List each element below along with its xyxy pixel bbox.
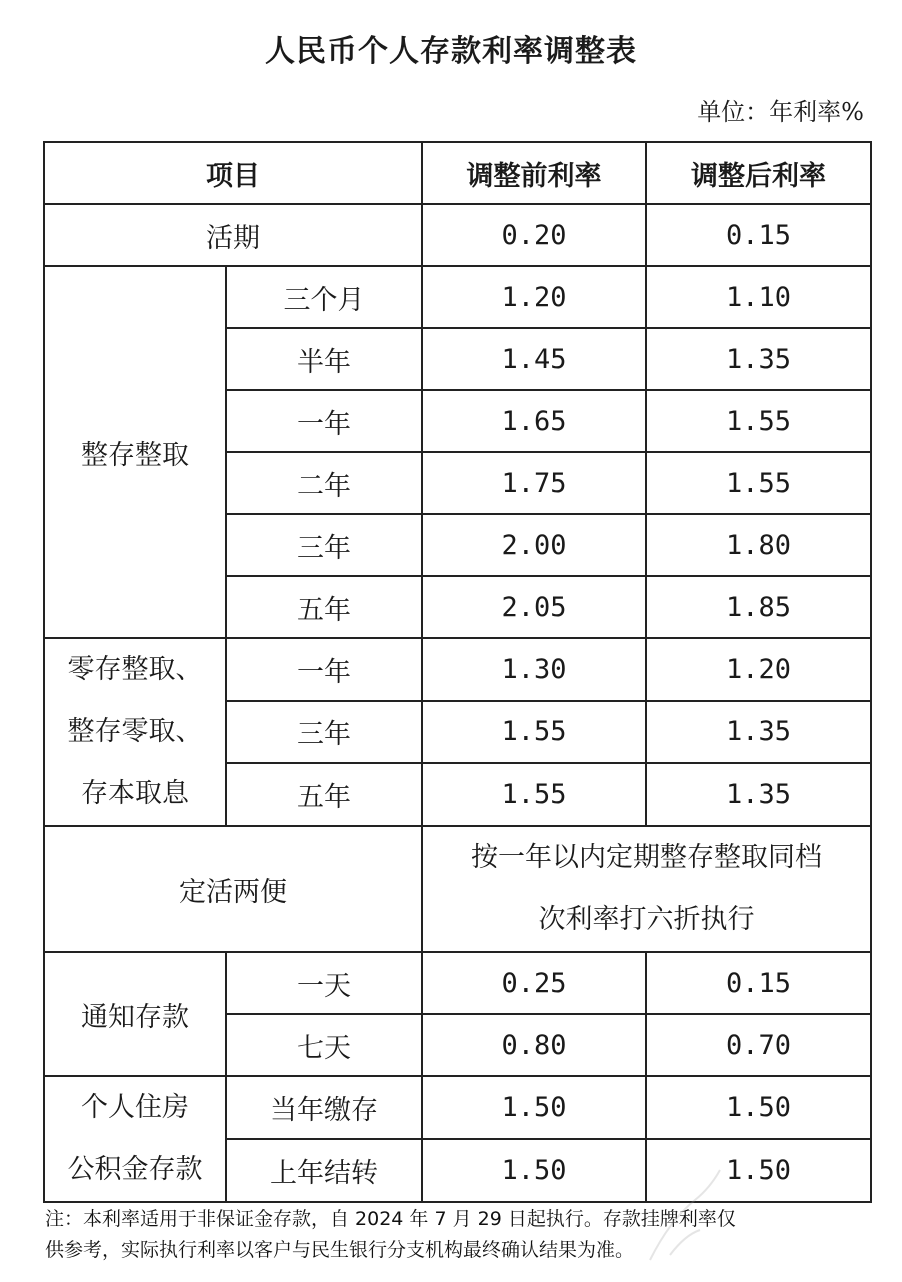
rate-after: 0.15	[646, 952, 871, 1014]
term-cell: 一天	[226, 952, 422, 1014]
rate-before: 1.75	[422, 452, 646, 514]
term-cell: 三个月	[226, 266, 422, 328]
rate-after: 1.55	[646, 390, 871, 452]
unit-label: 单位：年利率%	[697, 98, 864, 126]
rate-before: 1.55	[422, 701, 646, 764]
rate-before: 0.25	[422, 952, 646, 1014]
footnote	[45, 1204, 875, 1266]
term-cell: 一年	[226, 638, 422, 701]
housing-label-line: 个人住房	[81, 1092, 189, 1123]
flexible-note	[422, 826, 871, 952]
rate-after: 1.20	[646, 638, 871, 701]
rate-before: 0.20	[422, 204, 646, 266]
rate-before: 1.55	[422, 763, 646, 826]
table-row	[44, 204, 871, 266]
rate-after: 1.55	[646, 452, 871, 514]
header-after: 调整后利率	[646, 142, 871, 204]
term-cell: 二年	[226, 452, 422, 514]
term-cell: 三年	[226, 514, 422, 576]
rate-before: 1.65	[422, 390, 646, 452]
rate-before: 2.05	[422, 576, 646, 638]
term-cell: 当年缴存	[226, 1076, 422, 1139]
table-row	[44, 952, 871, 1014]
rate-before: 1.20	[422, 266, 646, 328]
term-cell: 七天	[226, 1014, 422, 1076]
flexible-note-line: 次利率打六折执行	[538, 904, 755, 935]
rate-after: 0.15	[646, 204, 871, 266]
installment-label-line: 零存整取、	[67, 654, 203, 685]
housing-label	[44, 1076, 226, 1202]
header-before: 调整前利率	[422, 142, 646, 204]
installment-label	[44, 638, 226, 826]
rate-after: 1.50	[646, 1076, 871, 1139]
footnote-line: 供参考，实际执行利率以客户与民生银行分支机构最终确认结果为准。	[45, 1239, 635, 1261]
term-cell: 上年结转	[226, 1139, 422, 1202]
page-title: 人民币个人存款利率调整表	[265, 34, 637, 69]
term-cell: 一年	[226, 390, 422, 452]
watermark-graphic	[640, 1160, 730, 1270]
rate-after: 1.35	[646, 701, 871, 764]
table-row	[44, 826, 871, 952]
flexible-note-line: 按一年以内定期整存整取同档	[471, 842, 822, 873]
rate-table	[43, 141, 872, 1203]
rate-after: 1.10	[646, 266, 871, 328]
rate-after: 1.85	[646, 576, 871, 638]
table-row	[44, 266, 871, 328]
rate-before: 1.45	[422, 328, 646, 390]
housing-label-line: 公积金存款	[67, 1154, 203, 1185]
lump-sum-label: 整存整取	[44, 266, 226, 638]
rate-before: 1.50	[422, 1139, 646, 1202]
rate-before: 1.50	[422, 1076, 646, 1139]
rate-before: 1.30	[422, 638, 646, 701]
installment-label-line: 整存零取、	[67, 716, 203, 747]
rate-before: 2.00	[422, 514, 646, 576]
rate-after: 1.35	[646, 763, 871, 826]
rate-after: 0.70	[646, 1014, 871, 1076]
notice-label: 通知存款	[44, 952, 226, 1076]
rate-after: 1.50	[646, 1139, 871, 1202]
installment-label-line: 存本取息	[81, 778, 189, 809]
header-item: 项目	[44, 142, 422, 204]
table-row	[44, 1076, 871, 1139]
rate-after: 1.35	[646, 328, 871, 390]
rate-before: 0.80	[422, 1014, 646, 1076]
term-cell: 五年	[226, 763, 422, 826]
demand-label: 活期	[44, 204, 422, 266]
term-cell: 三年	[226, 701, 422, 764]
footnote-line: 注：本利率适用于非保证金存款，自 2024 年 7 月 29 日起执行。存款挂牌利率仅	[45, 1208, 736, 1230]
table-header-row	[44, 142, 871, 204]
table-row	[44, 638, 871, 701]
rate-after: 1.80	[646, 514, 871, 576]
term-cell: 五年	[226, 576, 422, 638]
term-cell: 半年	[226, 328, 422, 390]
flexible-label: 定活两便	[44, 826, 422, 952]
